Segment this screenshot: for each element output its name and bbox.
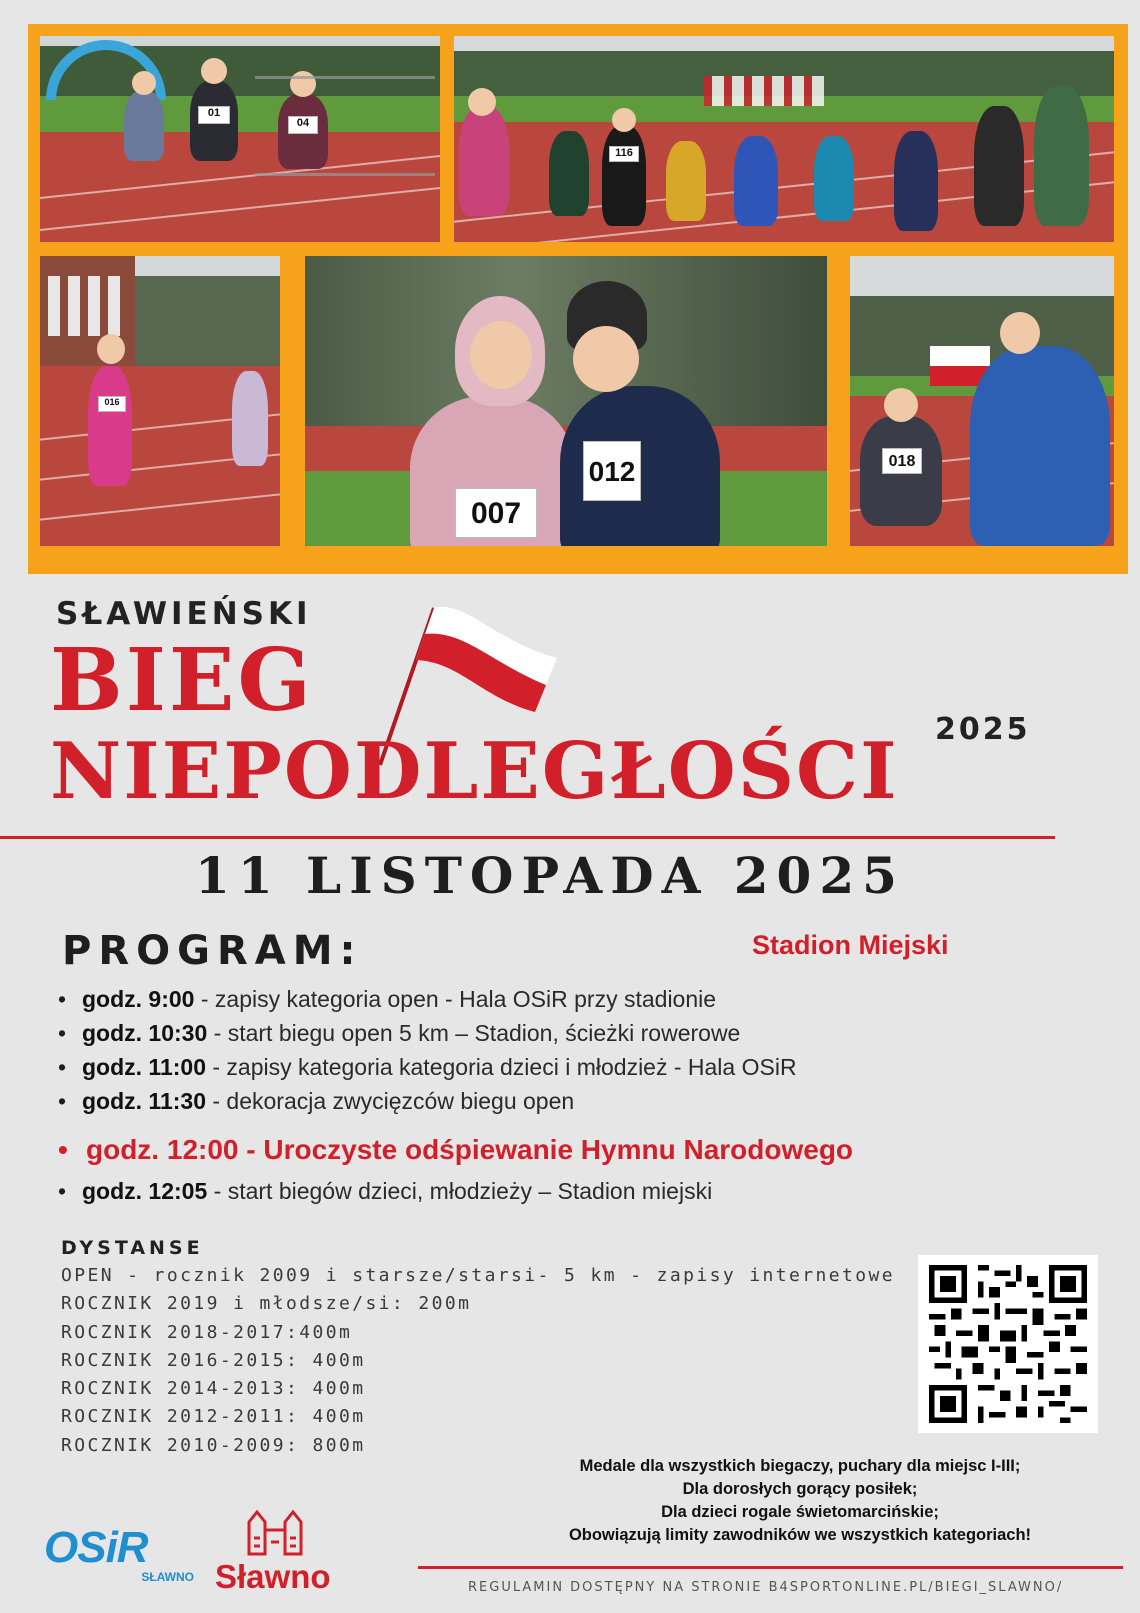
event-date: 11 LISTOPADA 2025 (195, 846, 905, 905)
osir-logo (44, 1523, 194, 1586)
footer-divider (418, 1566, 1123, 1569)
photo-kids-running-1 (40, 36, 440, 242)
distance-row: ROCZNIK 2014-2013: 400m (61, 1378, 366, 1400)
city-logo-text: Sławno (215, 1558, 331, 1595)
program-heading: PROGRAM: (62, 928, 363, 974)
program-item: • godz. 9:00 - zapisy kategoria open - Hala OSiR przy stadionie (58, 986, 1058, 1020)
program-item: • godz. 12:05 - start biegów dzieci, młodzieży – Stadion miejski (58, 1178, 1058, 1212)
city-gate-icon (245, 1508, 315, 1556)
photo-kids-running-2 (454, 36, 1114, 242)
event-notes (500, 1455, 1100, 1547)
event-year: 2025 (935, 712, 1031, 747)
bib-number: 04 (288, 116, 318, 134)
bib-number: 016 (98, 396, 126, 412)
event-subtitle: SŁAWIEŃSKI (56, 596, 312, 632)
bib-number: 01 (198, 106, 230, 124)
regulations-link[interactable]: REGULAMIN DOSTĘPNY NA STRONIE B4SPORTONLINE.PL/BIEGI_SLAWNO/ (468, 1580, 1064, 1595)
osir-logo-subtitle: SŁAWNO (141, 1570, 194, 1584)
program-item: • godz. 10:30 - start biegu open 5 km – Stadion, ścieżki rowerowe (58, 1020, 1058, 1054)
program-item: • godz. 11:00 - zapisy kategoria kategoria dzieci i młodzież - Hala OSiR (58, 1054, 1058, 1088)
note-line: Obowiązują limity zawodników we wszystkich kategoriach! (568, 1526, 1032, 1544)
bib-number: 007 (455, 488, 537, 538)
divider (0, 836, 1055, 839)
bib-number: 116 (609, 146, 639, 162)
note-line: Dla dorosłych gorący posiłek; (682, 1480, 918, 1498)
note-line: Medale dla wszystkich biegaczy, puchary dla miejsc I-III; (579, 1457, 1021, 1475)
program-list (58, 986, 1058, 1212)
distance-row: OPEN - rocznik 2009 i starsze/starsi- 5 km - zapisy internetowe (61, 1265, 895, 1286)
photo-collage (28, 24, 1128, 574)
bib-number: 012 (583, 441, 641, 501)
osir-logo-text: OSiR (44, 1523, 148, 1572)
event-title-line2: NIEPODLEGŁOŚCI (50, 726, 899, 817)
distance-row: ROCZNIK 2018-2017:400m (61, 1321, 353, 1343)
distances-list (61, 1265, 895, 1463)
bib-number: 018 (882, 448, 922, 474)
qr-code[interactable] (918, 1255, 1098, 1433)
distance-row: ROCZNIK 2019 i młodsze/si: 200m (61, 1293, 472, 1315)
slawno-logo (215, 1508, 350, 1598)
venue-name: Stadion Miejski (752, 930, 949, 960)
photo-two-kids-medals (305, 256, 827, 546)
distance-row: ROCZNIK 2010-2009: 800m (61, 1434, 366, 1456)
distances-heading: DYSTANSE (61, 1237, 204, 1259)
photo-dad-and-son (850, 256, 1114, 546)
distance-row: ROCZNIK 2012-2011: 400m (61, 1406, 366, 1428)
note-line: Dla dzieci rogale świetomarcińskie; (661, 1503, 939, 1521)
photo-girl-running (40, 256, 280, 546)
event-title-line1: BIEG (50, 630, 314, 731)
qr-code-icon (928, 1265, 1088, 1423)
program-item-highlight: • godz. 12:00 - Uroczyste odśpiewanie Hymnu Narodowego (58, 1134, 1058, 1166)
program-item: • godz. 11:30 - dekoracja zwycięzców biegu open (58, 1088, 1058, 1122)
distance-row: ROCZNIK 2016-2015: 400m (61, 1349, 366, 1371)
